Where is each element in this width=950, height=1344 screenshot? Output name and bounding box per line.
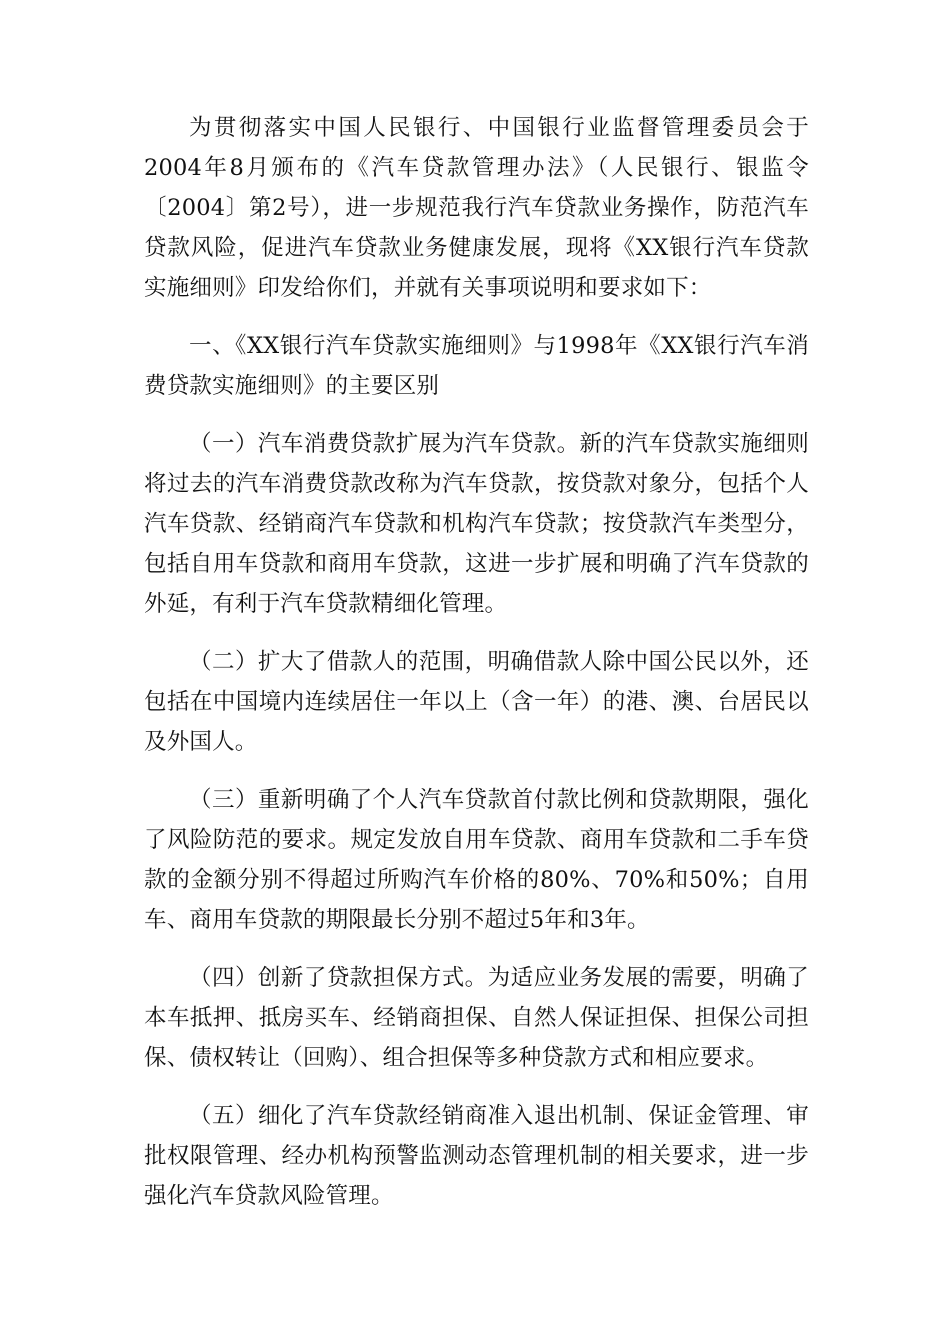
- paragraph-item-3: （三）重新明确了个人汽车贷款首付款比例和贷款期限，强化了风险防范的要求。规定发放自用车贷款、商用车贷款和二手车贷款的金额分别不得超过所购汽车价格的80%、70%和50%；自用车、商用车贷款的期限最长分别不超过5年和3年。: [144, 787, 809, 933]
- paragraph-item-4: （四）创新了贷款担保方式。为适应业务发展的需要，明确了本车抵押、抵房买车、经销商担保、自然人保证担保、担保公司担保、债权转让（回购）、组合担保等多种贷款方式和相应要求。: [144, 965, 809, 1071]
- document-body: [144, 108, 809, 1234]
- paragraph-item-1: （一）汽车消费贷款扩展为汽车贷款。新的汽车贷款实施细则将过去的汽车消费贷款改称为汽车贷款，按贷款对象分，包括个人汽车贷款、经销商汽车贷款和机构汽车贷款；按贷款汽车类型分，包括自用车贷款和商用车贷款，这进一步扩展和明确了汽车贷款的外延，有利于汽车贷款精细化管理。: [144, 431, 809, 617]
- paragraph-intro: 为贯彻落实中国人民银行、中国银行业监督管理委员会于2004年8月颁布的《汽车贷款管理办法》（人民银行、银监令〔2004〕第2号），进一步规范我行汽车贷款业务操作，防范汽车贷款风险，促进汽车贷款业务健康发展，现将《XX银行汽车贷款实施细则》印发给你们，并就有关事项说明和要求如下：: [144, 115, 809, 301]
- paragraph-item-2: （二）扩大了借款人的范围，明确借款人除中国公民以外，还包括在中国境内连续居住一年以上（含一年）的港、澳、台居民以及外国人。: [144, 649, 809, 755]
- paragraph-item-5: （五）细化了汽车贷款经销商准入退出机制、保证金管理、审批权限管理、经办机构预警监测动态管理机制的相关要求，进一步强化汽车贷款风险管理。: [144, 1103, 809, 1209]
- section-heading-1: 一、《XX银行汽车贷款实施细则》与1998年《XX银行汽车消费贷款实施细则》的主要区别: [144, 333, 809, 399]
